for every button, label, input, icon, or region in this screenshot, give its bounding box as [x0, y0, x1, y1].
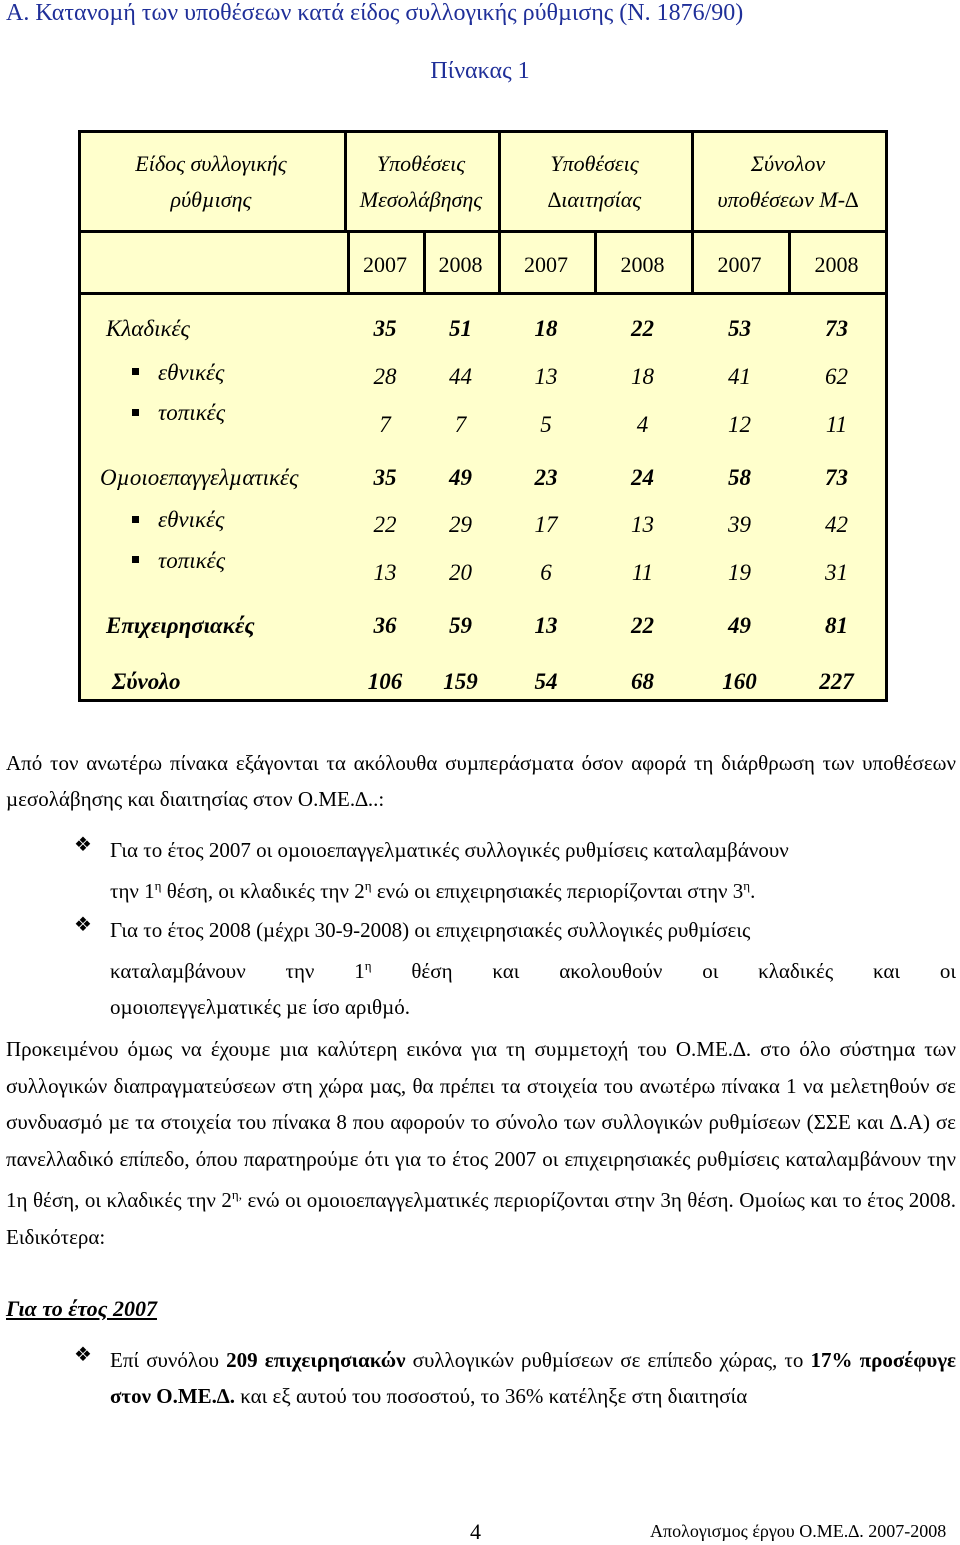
bullet-marker — [132, 409, 139, 416]
main-paragraph: Προκειµένου όµως να έχουµε µια καλύτερη εικόνα για τη συµµετοχή του Ο.ΜΕ.∆. στο όλο σύστηµα των συλλογικών διαπραγµατεύσεων στη χώρα µας, θα πρέπει τα στοιχεία του ανωτέρω πίνακα 1 να µελετηθούν σε συνδυασµό µε τα στοιχεία του πίνακα 8 που αφορούν το σύνολο των συλλογικών ρυθµίσεων (ΣΣΕ και ∆.Α) σε πανελλαδικό επίπεδο, όπου παρατηρούµε ότι για το έτος 2007 οι επιχειρησιακές ρυθµίσεις καταλαµβάνουν την 1η θέση, οι κλαδικές την $2^{\eta,}$ ενώ οι οµοιοεπαγγελµατικές περιορίζονται στην 3η θέση. Οµοίως και το έτος 2008. Ειδικότερα: — [6, 1037, 956, 1249]
row-label-total: Σύνολο — [112, 669, 181, 694]
row-label-occupational: Οµοιοεπαγγελµατικές — [100, 465, 299, 490]
section-heading: Για το έτος 2007 — [6, 1296, 157, 1321]
footer-text: Απολογισµος έργου Ο.ΜΕ.∆. 2007-2008 — [650, 1521, 947, 1541]
bullet-marker — [132, 516, 139, 523]
cases-table: Είδος συλλογικής ρύθµισης Υποθέσεις Μεσολάβησης Υποθέσεις ∆ιαιτησίας Σύνολον υποθέσεων Μ-∆ 2007 2008 2007 2008 2007 2008 Κλαδικές 35 51 18 22 53 73 εθνικές 28 44 13 18 41 62 τοπικές 7 7 5 4 12 11 Οµοιοεπαγγελµατικές 35 49 23 24 58 73 εθνικές 22 29 17 13 39 42 τοπικές 13 20 6 11 19 31 Επιχειρησιακές 36 59 13 22 49 81 Σύνολο 106 159 54 68 160 227 — [78, 130, 888, 702]
year-cell: 2007 — [524, 252, 568, 277]
diamond-bullet-icon: ❖ — [74, 1344, 92, 1366]
bullet-item: ❖ Για το έτος 2008 (µέχρι 30-9-2008) οι επιχειρησιακές συλλογικές ρυθµίσεις καταλαµβάνουν την $1^\eta$ θέση και ακολουθούν οι κλαδικές και οι οµοιοπεγγελµατικές µε ίσο αριθµό. — [74, 914, 956, 1019]
year-cell: 2008 — [620, 252, 665, 277]
page-heading: Α. Κατανοµή των υποθέσεων κατά είδος συλλογικής ρύθµισης (Ν. 1876/90) — [6, 0, 744, 26]
bullet-marker — [132, 368, 139, 375]
header-type: Είδος συλλογικής ρύθµισης — [135, 151, 287, 212]
year-cell: 2008 — [814, 252, 859, 277]
row-label-local: τοπικές — [158, 400, 226, 425]
table-title: Πίνακας 1 — [430, 58, 530, 84]
bullet-item: ❖ Επί συνόλου 209 επιχειρησιακών συλλογικών ρυθµίσεων σε επίπεδο χώρας, το 17% προσέφυγε στον Ο.ΜΕ.∆. και εξ αυτού του ποσοστού, το 36% κατέληξε στη διαιτησία — [74, 1344, 957, 1408]
row-label-sectoral: Κλαδικές — [106, 316, 190, 341]
year-cell: 2008 — [438, 252, 483, 277]
bullet-marker — [132, 556, 139, 563]
diamond-bullet-icon: ❖ — [74, 914, 92, 936]
diamond-bullet-icon: ❖ — [74, 834, 92, 856]
bullet-item: ❖ Για το έτος 2007 οι οµοιοεπαγγελµατικές συλλογικές ρυθµίσεις καταλαµβάνουν την $1^\eta$ θέση, οι κλαδικές την $2^\eta$ ενώ οι επιχειρησιακές περιορίζονται στην $3^\eta$. — [74, 834, 789, 903]
row-label-national: εθνικές — [158, 360, 225, 385]
row-label-national: εθνικές — [158, 507, 225, 532]
header-arbitration: Υποθέσεις ∆ιαιτησίας — [547, 151, 642, 212]
header-total: Σύνολον υποθέσεων Μ-∆ — [717, 151, 859, 212]
row-label-local: τοπικές — [158, 548, 226, 573]
year-cell: 2007 — [717, 252, 762, 277]
row-label-business: Επιχειρησιακές — [106, 613, 255, 638]
page-number: 4 — [470, 1519, 481, 1544]
intro-paragraph: Από τον ανωτέρω πίνακα εξάγονται τα ακόλουθα συµπεράσµατα όσον αφορά τη διάρθρωση των υποθέσεων µεσολάβησης και διαιτησίας στον Ο.ΜΕ.∆..: — [6, 751, 956, 811]
year-cell: 2007 — [363, 252, 407, 277]
header-mediation: Υποθέσεις Μεσολάβησης — [359, 151, 483, 212]
